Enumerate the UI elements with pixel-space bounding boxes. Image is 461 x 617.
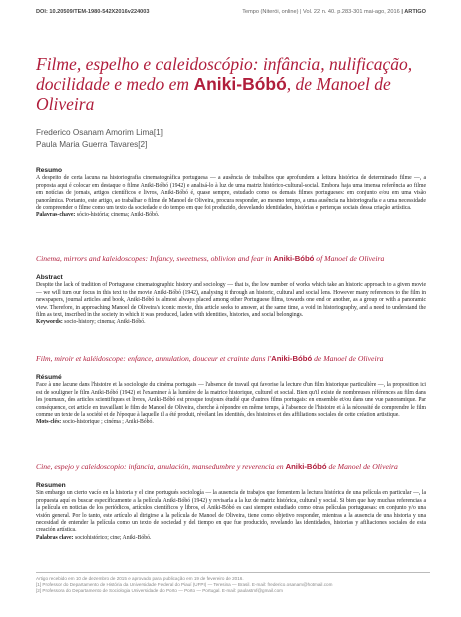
- resume-keywords: Mots-clés: socio-historique ; cinéma ; Aniki-Bóbó.: [36, 419, 154, 426]
- footnote-2: [2] Professora do Departamento de Sociologia Universidade do Porto — Porto — Portugal. E-mail: paulastmf@gmail.com: [36, 588, 283, 594]
- resumo-section: [36, 167, 426, 220]
- footnotes: [36, 572, 430, 595]
- doi: DOI: 10.20509/TEM-1980-542X2016v224003: [36, 9, 150, 15]
- resume-body: Face à une lacune dans l'histoire et la sociologie du cinéma portugais — l'absence de travail qui favorise la lecture d'un film historique particulière —, la proposition ici est de souligner le film Aniki-Bóbó (1942) et l'examiner à la lumière de la matrice historique, culturel et social. Bien qu'il existe de nombreuses références au film dans les journaux, des articles scientifiques et livres, Aniki-Bóbó est presque toujours étudié que d'autres films portugais: en ensemble et/ou dans une vue panoramique. Par conséquence, cet article en travaillant le film de Manoel de Oliveira, cherche à répondre en même temps, à l'absence de l'histoire et à la nécessité de comprendre le film comme un texte de la société et de l'époque à laquelle il a été produit, révélant les identités, des histoires et des affiliations sociales de cette création artistique.: [36, 382, 426, 419]
- abstract-heading: Abstract: [36, 274, 63, 281]
- abstract-body: Despite the lack of tradition of Portuguese cinematographic history and sociology — that is, the low number of works which take an historic approach to a given movie — we will turn our focus in this text to the movie Aniki-Bóbó (1942), analysing it through an historic, cultural and social lens. However many references to the film in newspapers, journal articles and book, Aniki-Bóbó is almost always placed among other Portuguese films, towards one end or another, as a group or with a panoramic view. Therefore, in approaching Manoel de Oliveira's iconic movie, this article seeks to answer, at the same time, a void in historiography, and a need to understand the film as text, inscribed in the society in which it was produced, laden with identities, histories, and social belongings.: [36, 282, 426, 319]
- resumo-body: A despeito de certa lacuna na historiografia cinematográfica portuguesa — a ausência de trabalhos que aprofundem a leitura histórica de determinado filme —, a proposta aqui é colocar em destaque o filme Aniki-Bóbó (1942) e analisá-lo à luz de uma matriz histórico-cultural-social. Embora haja uma imensa referência ao filme em notícias de jornais, artigos científicos e livros, Aniki-Bóbó é, quase sempre, estudado como os demais filmes portugueses: em conjunto e/ou em uma visão panorâmica. Portanto, este artigo, ao trabalhar o filme de Manoel de Oliveira, procura responder, ao mesmo tempo, a uma ausência na historiografia e a uma necessidade de compreender o filme como um texto da sociedade e do tempo em que foi produzido, desvelando identidades, histórias e pertenças sociais dessa criação artística.: [36, 175, 426, 212]
- french-title: Film, miroir et kaléidoscope: enfance, annulation, douceur et crainte dans l'Aniki-Bóbó de Manoel de Oliveira: [36, 354, 384, 363]
- author-2: Paula Maria Guerra Tavares[2]: [36, 140, 148, 149]
- abstract-keywords: Keywords: socio-history; cinema; Aniki-Bóbó.: [36, 319, 146, 326]
- english-title: Cinema, mirrors and kaleidoscopes: Infancy, sweetness, oblivion and fear in Aniki-Bóbó of Manoel de Oliveira: [36, 254, 385, 263]
- resumen-keywords: Palabras clave: sociohistórico; cine; Aniki-Bóbó.: [36, 534, 152, 541]
- received-note: Artigo recebido em 10 de dezembro de 2015 e aprovado para publicação em 19 de fevereiro de 2016.: [36, 576, 244, 581]
- resumo-keywords: Palavras-chave: sócio-história; cinema; Aniki-Bóbó.: [36, 212, 160, 219]
- article-title: Filme, espelho e caleidoscópio: infância, nulificação, docilidade e medo em Aniki-Bóbó, de Manoel de Oliveira: [36, 54, 413, 114]
- abstract-section: [36, 274, 426, 327]
- authors: [36, 127, 163, 151]
- resumen-section: [36, 482, 426, 542]
- spanish-title: Cine, espejo y caleidoscopio: infancia, anulación, mansedumbre y reverencia en Aniki-Bóbó de Manoel de Oliveira: [36, 462, 398, 471]
- resumen-body: Sin embargo un cierto vacío en la historia y el cine portugués sociología — la ausencia de trabajos que fomentem la lectura histórica de una película en particular —, la propuesta aquí es buscar específicamente a la película Aniki-Bóbó (1942) y revisarla a la luz de matriz histórica, cultural y social. Si bien que hay muchas referencias a la película en noticias de los periódicos, artículos científicos y libros, el Aniki-Bóbó es casi siempre estudiado como otras películas portuguesas: en conjunto y/o una visión general. Por lo tanto, este artículo al dirigirse a la película de Manoel de Oliveira, tiene como objetivo responder, mientras a la ausencia de una historia y una necesidad de entender la película como un texto de sociedad y del tiempo en que fue producido, revelando las identidades, historias y afiliaciones sociales de esta creación artística.: [36, 490, 426, 534]
- section-label: | ARTIGO: [401, 9, 426, 15]
- running-header: [36, 9, 426, 15]
- resume-heading: Résumé: [36, 374, 62, 381]
- journal-citation: Tempo (Niterói, online) | Vol. 22 n. 40. p.283-301 mai-ago, 2016: [242, 9, 400, 15]
- resumo-heading: Resumo: [36, 167, 63, 174]
- author-1: Frederico Osanam Amorim Lima[1]: [36, 128, 163, 137]
- footnote-1: [1] Professor do Departamento de História da Universidade Federal do Piauí (UFPI) — Teresina — Brasil. E-mail: frederico.osanam@hotmail.com: [36, 582, 333, 588]
- resumen-heading: Resumen: [36, 482, 66, 489]
- resume-section: [36, 374, 426, 427]
